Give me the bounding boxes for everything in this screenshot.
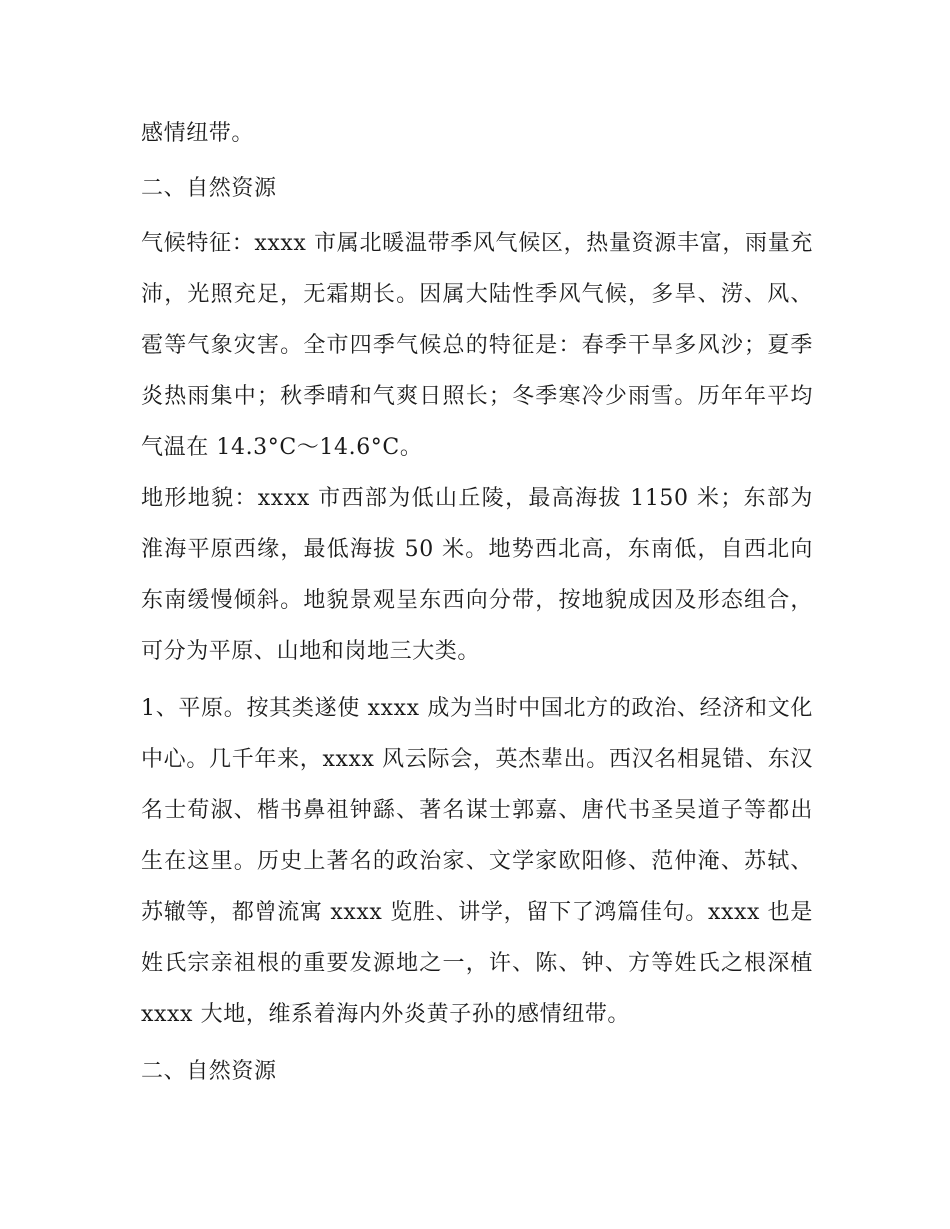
- document-body: [141, 108, 813, 1101]
- paragraph-terrain: 地形地貌：xxxx 市西部为低山丘陵，最高海拔 1150 米；东部为淮海平原西缘，最低海拔 50 米。地势西北高，东南低，自西北向东南缓慢倾斜。地貌景观呈东西向分带，按地貌成因及形态组合，可分为平原、山地和岗地三大类。: [141, 486, 813, 664]
- paragraph-climate: 气候特征：xxxx 市属北暖温带季风气候区，热量资源丰富，雨量充沛，光照充足，无霜期长。因属大陆性季风气候，多旱、涝、风、雹等气象灾害。全市四季气候总的特征是：春季干旱多风沙；夏季炎热雨集中；秋季晴和气爽日照长；冬季寒冷少雨雪。历年年平均气温在 14.3°C～14.6°C。: [141, 231, 813, 460]
- section-heading: 二、自然资源: [141, 176, 277, 201]
- paragraph-plains: 1、平原。按其类遂使 xxxx 成为当时中国北方的政治、经济和文化中心。几千年来，xxxx 风云际会，英杰辈出。西汉名相晁错、东汉名士荀淑、楷书鼻祖钟繇、著名谋士郭嘉、唐代书圣吴道子等都出生在这里。历史上著名的政治家、文学家欧阳修、范仲淹、苏轼、苏辙等，都曾流寓 xxxx 览胜、讲学，留下了鸿篇佳句。xxxx 也是姓氏宗亲祖根的重要发源地之一，许、陈、钟、方等姓氏之根深植 xxxx 大地，维系着海内外炎黄子孙的感情纽带。: [141, 696, 813, 1027]
- paragraph-continuation: 感情纽带。: [141, 121, 255, 146]
- section-heading-repeat: 二、自然资源: [141, 1059, 277, 1084]
